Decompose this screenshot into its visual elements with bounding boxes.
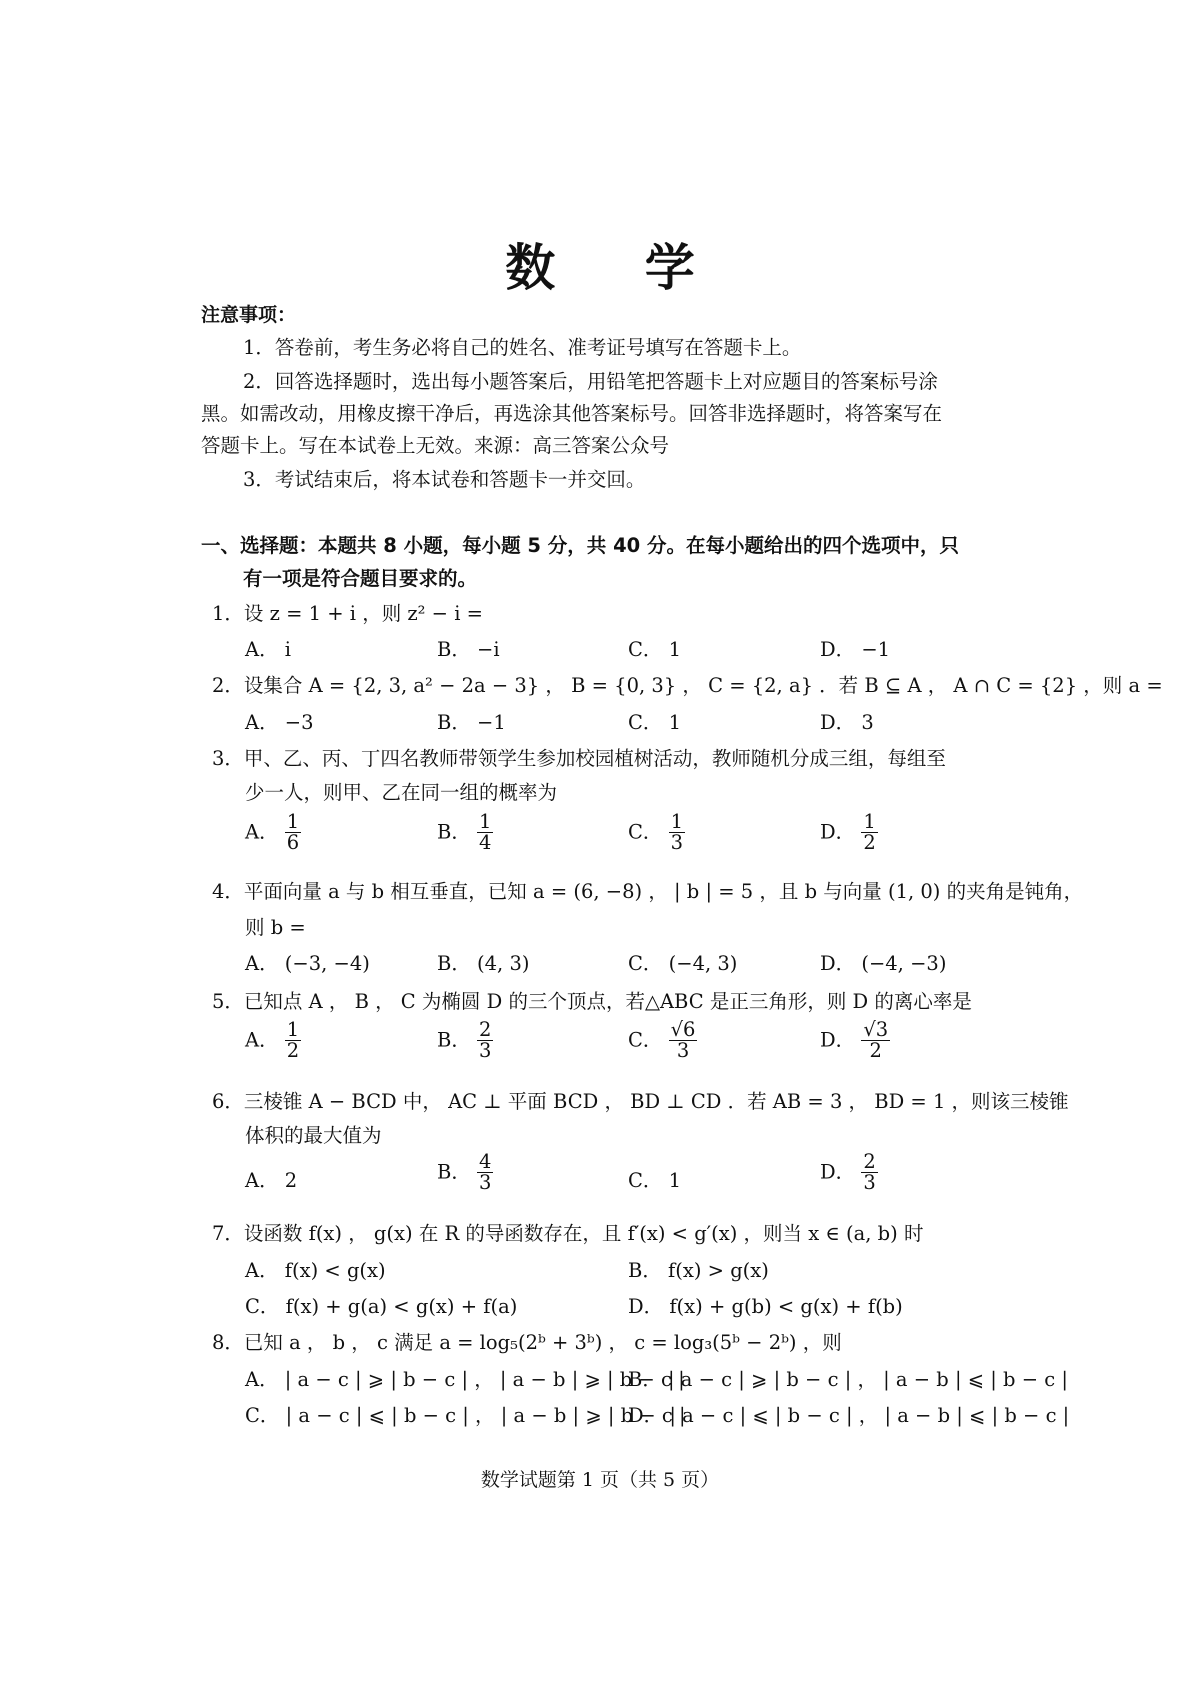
q4-option-c: C． (−4, 3)	[628, 952, 738, 975]
question-6-stem-line-2: 体积的最大值为	[245, 1124, 382, 1147]
q5-option-b-label: B．	[437, 1028, 471, 1052]
q5-option-d-label: D．	[820, 1028, 856, 1052]
section-heading-line-1: 一、选择题：本题共 8 小题，每小题 5 分，共 40 分。在每小题给出的四个选项中，只	[201, 534, 960, 557]
q4-option-d: D． (−4, −3)	[820, 952, 947, 975]
question-3-stem-line-1: 3．甲、乙、丙、丁四名教师带领学生参加校园植树活动，教师随机分成三组，每组至	[212, 747, 946, 770]
notice-line-1: 1．答卷前，考生务必将自己的姓名、准考证号填写在答题卡上。	[243, 336, 802, 359]
question-3-stem-line-2: 少一人，则甲、乙在同一组的概率为	[245, 781, 558, 804]
q6-option-d-label: D．	[820, 1160, 856, 1184]
q1-option-b: B． −i	[437, 638, 500, 661]
q3-option-b-label: B．	[437, 820, 471, 844]
q5-option-b	[437, 1020, 493, 1062]
q5-option-c-label: C．	[628, 1028, 663, 1052]
q3-option-b	[437, 812, 493, 854]
q8-option-b: B． | a − c | ⩾ | b − c | ， | a − b | ⩽ | b − c |	[628, 1368, 1068, 1391]
q6-option-d	[820, 1152, 878, 1194]
question-8-stem: 8．已知 a ， b ， c 满足 a = log₅(2ᵇ + 3ᵇ) ， c = log₃(5ᵇ − 2ᵇ) ，则	[212, 1331, 842, 1354]
q6-option-b-fraction: $\frac{4}{3}$	[479, 1150, 492, 1195]
q4-option-a: A． (−3, −4)	[245, 952, 370, 975]
q5-option-d-fraction: $\frac{√3}{2}$	[863, 1018, 889, 1063]
q3-option-d-fraction: $\frac{1}{2}$	[863, 810, 876, 855]
q8-option-c: C． | a − c | ⩽ | b − c | ， | a − b | ⩾ | b − c |	[245, 1404, 686, 1427]
q2-option-d: D． 3	[820, 711, 874, 734]
notice-line-2: 2．回答选择题时，选出每小题答案后，用铅笔把答题卡上对应题目的答案标号涂	[243, 370, 938, 393]
q8-option-a: A． | a − c | ⩾ | b − c | ， | a − b | ⩾ | b − c |	[245, 1368, 685, 1391]
q7-option-c: C． f(x) + g(a) < g(x) + f(a)	[245, 1295, 518, 1318]
q6-option-b	[437, 1152, 493, 1194]
question-7-stem: 7．设函数 f(x) ， g(x) 在 R 的导函数存在，且 f′(x) < g′(x) ，则当 x ∈ (a, b) 时	[212, 1222, 924, 1245]
section-heading-line-2: 有一项是符合题目要求的。	[243, 567, 478, 590]
q6-option-d-fraction: $\frac{2}{3}$	[863, 1150, 876, 1195]
question-5-stem: 5．已知点 A ， B ， C 为椭圆 D 的三个顶点，若△ABC 是正三角形，则 D 的离心率是	[212, 990, 972, 1013]
q3-option-c-label: C．	[628, 820, 663, 844]
q1-option-a: A． i	[245, 638, 292, 661]
question-6-stem-line-1: 6．三棱锥 A − BCD 中， AC ⊥ 平面 BCD ， BD ⊥ CD ．若 AB = 3 ， BD = 1 ，则该三棱锥	[212, 1090, 1069, 1113]
q1-option-d: D． −1	[820, 638, 891, 661]
q2-option-b: B． −1	[437, 711, 506, 734]
q3-option-d-label: D．	[820, 820, 856, 844]
q5-option-d	[820, 1020, 890, 1062]
page-title: 数 学	[505, 239, 731, 297]
question-4-stem-line-1: 4．平面向量 a 与 b 相互垂直，已知 a = (6, −8) ， | b | = 5 ，且 b 与向量 (1, 0) 的夹角是钝角，	[212, 880, 1084, 903]
notice-line-4: 答题卡上。写在本试卷上无效。来源：高三答案公众号	[201, 434, 670, 457]
notice-line-3: 黑。如需改动，用橡皮擦干净后，再选涂其他答案标号。回答非选择题时，将答案写在	[201, 402, 943, 425]
q3-option-d	[820, 812, 878, 854]
q5-option-a-label: A．	[245, 1028, 279, 1052]
q3-option-a	[245, 812, 301, 854]
q3-option-b-fraction: $\frac{1}{4}$	[479, 810, 492, 855]
notice-heading: 注意事项：	[201, 304, 297, 326]
q4-option-b: B． (4, 3)	[437, 952, 530, 975]
page-footer: 数学试题第 1 页（共 5 页）	[480, 1469, 720, 1491]
q1-option-c: C． 1	[628, 638, 682, 661]
q3-option-a-fraction: $\frac{1}{6}$	[286, 810, 300, 855]
q5-option-c	[628, 1020, 697, 1062]
q5-option-b-fraction: $\frac{2}{3}$	[479, 1018, 492, 1063]
q6-option-b-label: B．	[437, 1160, 471, 1184]
question-2-stem: 2．设集合 A = {2, 3, a² − 2a − 3} ， B = {0, 3} ， C = {2, a} ．若 B ⊆ A ， A ∩ C = {2} ，则 a =	[212, 674, 1163, 697]
q3-option-c	[628, 812, 685, 854]
q3-option-a-label: A．	[245, 820, 279, 844]
q5-option-c-fraction: $\frac{√6}{3}$	[670, 1018, 696, 1063]
q5-option-a	[245, 1020, 301, 1062]
question-4-stem-line-2: 则 b =	[245, 916, 306, 939]
q3-option-c-fraction: $\frac{1}{3}$	[670, 810, 684, 855]
q7-option-d: D． f(x) + g(b) < g(x) + f(b)	[628, 1295, 903, 1318]
q6-option-c: C． 1	[628, 1169, 682, 1192]
q7-option-b: B． f(x) > g(x)	[628, 1259, 769, 1282]
q2-option-c: C． 1	[628, 711, 682, 734]
notice-line-5: 3．考试结束后，将本试卷和答题卡一并交回。	[243, 468, 646, 491]
q6-option-a: A． 2	[245, 1169, 298, 1192]
q2-option-a: A． −3	[245, 711, 314, 734]
q8-option-d: D． | a − c | ⩽ | b − c | ， | a − b | ⩽ | b − c |	[628, 1404, 1070, 1427]
q7-option-a: A． f(x) < g(x)	[245, 1259, 386, 1282]
question-1-stem: 1．设 z = 1 + i ，则 z² − i =	[212, 602, 483, 625]
q5-option-a-fraction: $\frac{1}{2}$	[286, 1018, 300, 1063]
